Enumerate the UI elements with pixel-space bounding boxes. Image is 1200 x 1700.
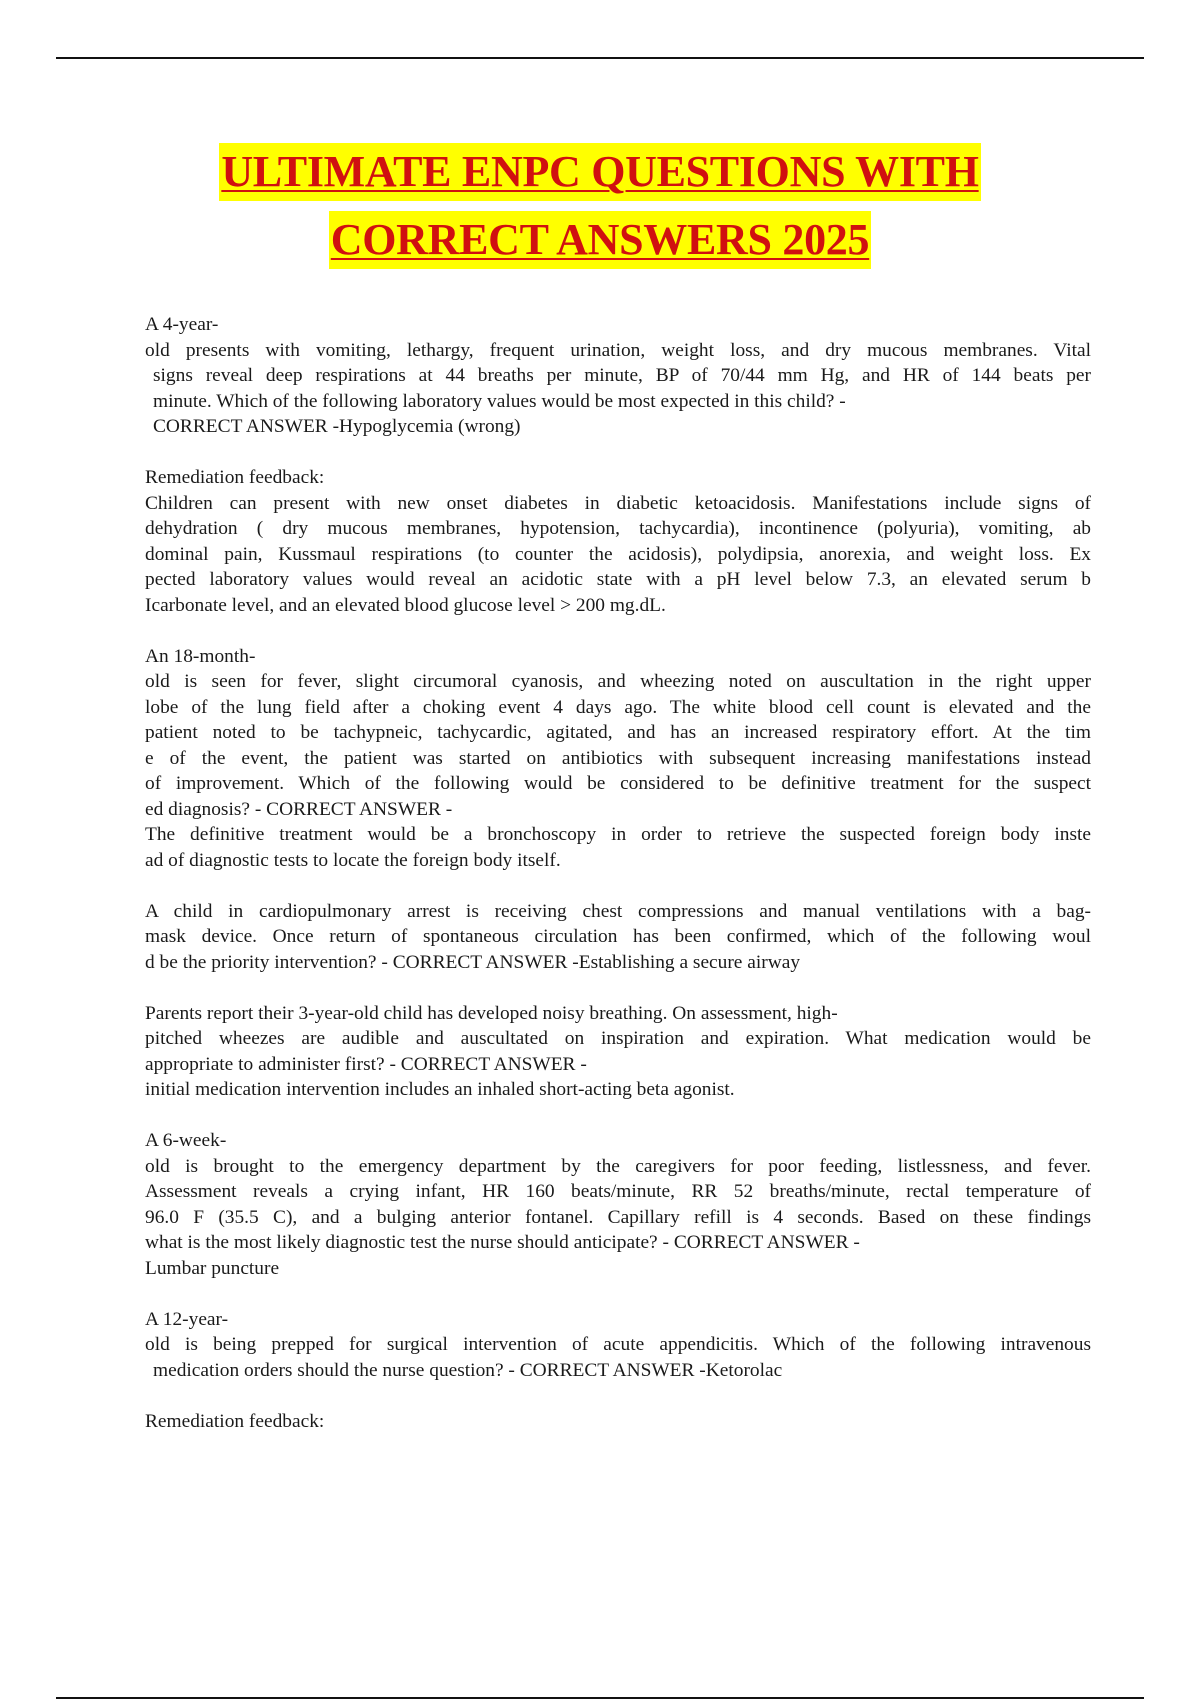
text-line: pected laboratory values would reveal an acidotic state with a pH level below 7.3, an elevated serum b: [145, 569, 1091, 590]
text-line: pitched wheezes are audible and auscultated on inspiration and expiration. What medication would be: [145, 1028, 1091, 1049]
title-line-2: CORRECT ANSWERS 2025: [329, 211, 871, 269]
text-line: ad of diagnostic tests to locate the foreign body itself.: [145, 849, 561, 871]
text-line: Assessment reveals a crying infant, HR 160 beats/minute, RR 52 breaths/minute, rectal temperature of: [145, 1181, 1091, 1202]
text-line: minute. Which of the following laboratory values would be most expected in this child? -: [153, 390, 846, 412]
question-block: [145, 1001, 1091, 1103]
top-rule: [56, 57, 1144, 59]
text-line: dominal pain, Kussmaul respirations (to counter the acidosis), polydipsia, anorexia, and weight loss. Ex: [145, 543, 1091, 565]
document-body: [145, 312, 1091, 1460]
text-line: Lumbar puncture: [145, 1257, 280, 1279]
text-line: CORRECT ANSWER -Hypoglycemia (wrong): [153, 416, 521, 437]
text-line: old presents with vomiting, lethargy, frequent urination, weight loss, and dry mucous membranes. Vital: [145, 339, 1091, 361]
question-block: [145, 899, 1091, 976]
question-block: [145, 465, 1091, 618]
text-line: 96.0 F (35.5 C), and a bulging anterior fontanel. Capillary refill is 4 seconds. Based on these findings: [145, 1206, 1091, 1228]
text-line: old is seen for fever, slight circumoral cyanosis, and wheezing noted on auscultation in the right upper: [145, 671, 1091, 692]
question-block: [145, 312, 1091, 440]
text-line: ed diagnosis? - CORRECT ANSWER -: [145, 798, 453, 820]
title-line-1: ULTIMATE ENPC QUESTIONS WITH: [219, 143, 980, 201]
text-line: mask device. Once return of spontaneous circulation has been confirmed, which of the following woul: [145, 926, 1091, 947]
text-line: appropriate to administer first? - CORRECT ANSWER -: [145, 1053, 587, 1075]
text-line: A 12-year-: [145, 1308, 229, 1330]
text-line: dehydration ( dry mucous membranes, hypotension, tachycardia), incontinence (polyuria), vomiting, ab: [145, 518, 1091, 539]
text-line: of improvement. Which of the following would be considered to be definitive treatment for the suspect: [145, 773, 1091, 794]
text-line: patient noted to be tachypneic, tachycardic, agitated, and has an increased respiratory effort. At the tim: [145, 722, 1091, 743]
text-line: initial medication intervention includes an inhaled short-acting beta agonist.: [145, 1079, 735, 1100]
question-block: [145, 644, 1091, 874]
text-line: A 4-year-: [145, 314, 219, 335]
question-block: [145, 1307, 1091, 1384]
text-line: old is brought to the emergency department by the caregivers for poor feeding, listlessness, and fever.: [145, 1155, 1091, 1177]
text-line: signs reveal deep respirations at 44 breaths per minute, BP of 70/44 mm Hg, and HR of 144 beats per: [153, 365, 1091, 386]
text-line: A 6-week-: [145, 1130, 227, 1151]
text-line: Parents report their 3-year-old child has developed noisy breathing. On assessment, high-: [145, 1002, 838, 1024]
text-line: Remediation feedback:: [145, 467, 325, 488]
text-line: d be the priority intervention? - CORRECT ANSWER -Establishing a secure airway: [145, 951, 801, 973]
text-line: Remediation feedback:: [145, 1410, 325, 1432]
question-block: [145, 1128, 1091, 1281]
text-line: Children can present with new onset diabetes in diabetic ketoacidosis. Manifestations include signs of: [145, 492, 1091, 514]
text-line: old is being prepped for surgical intervention of acute appendicitis. Which of the following intravenous: [145, 1334, 1091, 1355]
text-line: The definitive treatment would be a bronchoscopy in order to retrieve the suspected foreign body inste: [145, 824, 1091, 845]
question-block: [145, 1409, 1091, 1435]
text-line: lobe of the lung field after a choking event 4 days ago. The white blood cell count is elevated and the: [145, 696, 1091, 718]
text-line: what is the most likely diagnostic test the nurse should anticipate? - CORRECT ANSWER -: [145, 1232, 860, 1253]
text-line: An 18-month-: [145, 645, 256, 667]
document-title: [0, 143, 1200, 279]
text-line: A child in cardiopulmonary arrest is receiving chest compressions and manual ventilations with a bag-: [145, 900, 1091, 922]
text-line: Icarbonate level, and an elevated blood glucose level > 200 mg.dL.: [145, 594, 666, 616]
bottom-rule: [56, 1697, 1144, 1699]
text-line: medication orders should the nurse question? - CORRECT ANSWER -Ketorolac: [153, 1359, 783, 1381]
text-line: e of the event, the patient was started on antibiotics with subsequent increasing manifestations instead: [145, 747, 1091, 769]
